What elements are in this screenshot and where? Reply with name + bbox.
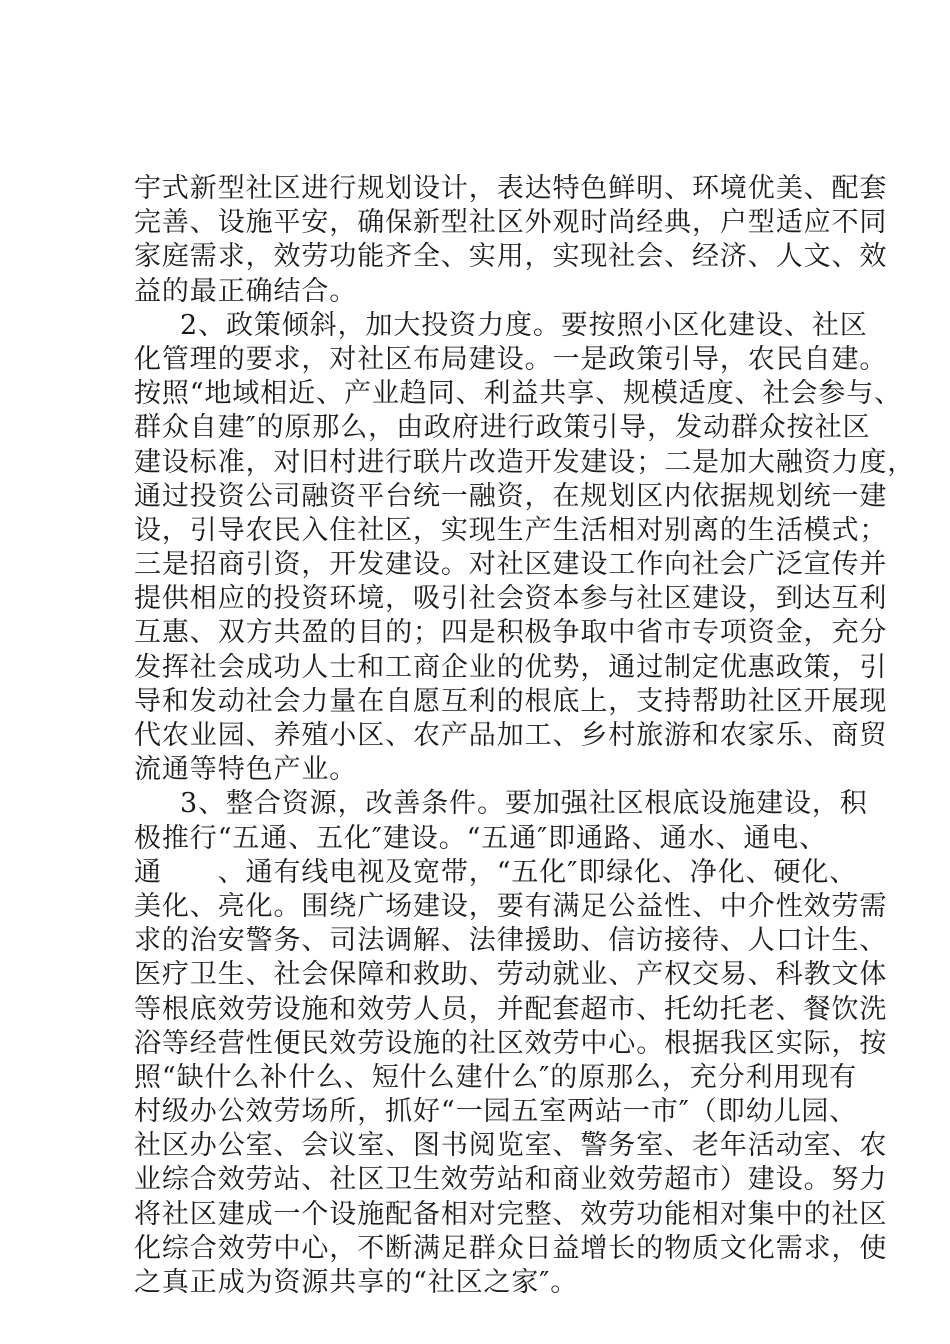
text-line: 之真正成为资源共享的“社区之家″。	[134, 1267, 579, 1298]
text-line: 极推行“五通、五化″建设。“五通″即通路、通水、通电、	[134, 822, 828, 854]
text-line: 互惠、双方共盈的目的；四是积极争取中省市专项资金，充分	[134, 617, 888, 649]
text-line: 美化、亮化。围绕广场建设，要有满足公益性、中介性效劳需	[134, 890, 888, 922]
text-line: 三是招商引资，开发建设。对社区建设工作向社会广泛宣传并	[134, 549, 888, 581]
text-line: 通过投资公司融资平台统一融资，在规划区内依据规划统一建	[134, 480, 888, 512]
text-line: 代农业园、养殖小区、农产品加工、乡村旅游和农家乐、商贸	[134, 720, 888, 751]
text-line: 设，引导农民入住社区，实现生产生活相对别离的生活模式；	[134, 514, 888, 546]
text-line: 照“缺什么补什么、短什么建什么″的原那么，充分利用现有	[134, 1061, 858, 1093]
text-line: 发挥社会成功人士和工商企业的优势，通过制定优惠政策，引	[134, 651, 888, 683]
text-line: 将社区建成一个设施配备相对完整、效劳功能相对集中的社区	[134, 1198, 888, 1230]
text-line: 通 、通有线电视及宽带，“五化″即绿化、净化、硬化、	[134, 856, 858, 888]
text-line: 等根底效劳设施和效劳人员，并配套超市、托幼托老、餐饮洗	[134, 993, 888, 1025]
text-line: 按照“地域相近、产业趋同、利益共享、规模适度、社会参与、	[134, 378, 903, 410]
text-line: 医疗卫生、社会保障和救助、劳动就业、产权交易、科教文体	[134, 959, 888, 991]
text-line: 益的最正确结合。	[134, 275, 358, 307]
text-line: 建设标准，对旧村进行联片改造开发建设；二是加大融资力度，	[134, 446, 916, 478]
paragraph-3-start: 3、整合资源，改善条件。要加强社区根底设施建设，积	[180, 788, 868, 820]
text-line: 家庭需求，效劳功能齐全、实用，实现社会、经济、人文、效	[134, 241, 888, 273]
text-line: 导和发动社会力量在自愿互利的根底上，支持帮助社区开展现	[134, 685, 888, 717]
text-line: 浴等经营性便民效劳设施的社区效劳中心。根据我区实际，按	[134, 1027, 888, 1059]
text-line: 流通等特色产业。	[134, 754, 358, 786]
text-line: 宇式新型社区进行规划设计，表达特色鲜明、环境优美、配套	[134, 173, 888, 204]
text-line: 求的治安警务、司法调解、法律援助、信访接待、人口计生、	[134, 925, 888, 957]
text-line: 群众自建″的原那么，由政府进行政策引导，发动群众按社区	[134, 412, 871, 444]
body-text	[134, 172, 916, 1300]
text-line: 化管理的要求，对社区布局建设。一是政策引导，农民自建。	[134, 343, 888, 375]
text-line: 社区办公室、会议室、图书阅览室、警务室、老年活动室、农	[134, 1130, 888, 1162]
text-line: 完善、设施平安，确保新型社区外观时尚经典，户型适应不同	[134, 207, 888, 239]
paragraph-2-start: 2、政策倾斜，加大投资力度。要按照小区化建设、社区	[180, 309, 868, 341]
text-line: 业综合效劳站、社区卫生效劳站和商业效劳超市）建设。努力	[134, 1164, 888, 1196]
text-line: 提供相应的投资环境，吸引社会资本参与社区建设，到达互利	[134, 583, 888, 615]
text-line: 村级办公效劳场所，抓好“一园五室两站一市″（即幼儿园、	[134, 1096, 858, 1128]
text-line: 化综合效劳中心，不断满足群众日益增长的物质文化需求，使	[134, 1232, 888, 1264]
